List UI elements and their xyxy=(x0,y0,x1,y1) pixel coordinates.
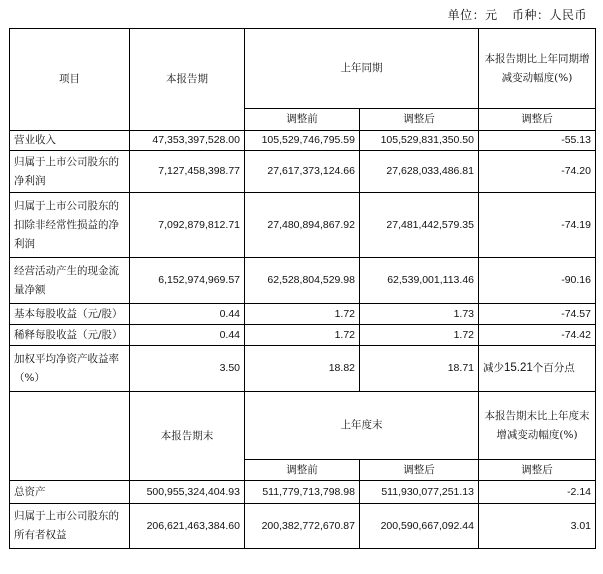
table-row xyxy=(10,504,596,549)
header-before-adjust: 调整前 xyxy=(245,109,360,131)
cell-before: 27,480,894,867.92 xyxy=(245,193,360,258)
row-label: 归属于上市公司股东的净利润 xyxy=(10,151,130,193)
cell-current: 7,127,458,398.77 xyxy=(130,151,245,193)
row-label: 总资产 xyxy=(10,481,130,504)
cell-change: -55.13 xyxy=(479,131,596,151)
header-after-adjust-2: 调整后 xyxy=(360,460,479,481)
cell-change: -74.57 xyxy=(479,304,596,325)
row-label: 基本每股收益（元/股） xyxy=(10,304,130,325)
header-item-blank xyxy=(10,392,130,481)
cell-after: 27,481,442,579.35 xyxy=(360,193,479,258)
cell-before: 200,382,772,670.87 xyxy=(245,504,360,549)
cell-after: 62,539,001,113.46 xyxy=(360,258,479,304)
cell-current: 0.44 xyxy=(130,325,245,346)
row-label: 归属于上市公司股东的所有者权益 xyxy=(10,504,130,549)
cell-after: 1.73 xyxy=(360,304,479,325)
cell-change: -74.42 xyxy=(479,325,596,346)
table-row xyxy=(10,481,596,504)
cell-after: 1.72 xyxy=(360,325,479,346)
cell-current: 500,955,324,404.93 xyxy=(130,481,245,504)
cell-current: 7,092,879,812.71 xyxy=(130,193,245,258)
table-row xyxy=(10,131,596,151)
cell-current: 206,621,463,384.60 xyxy=(130,504,245,549)
table-row xyxy=(10,193,596,258)
header-change-after-adjust-2: 调整后 xyxy=(479,460,596,481)
cell-after: 27,628,033,486.81 xyxy=(360,151,479,193)
cell-before: 27,617,373,124.66 xyxy=(245,151,360,193)
row-label: 稀释每股收益（元/股） xyxy=(10,325,130,346)
row-label: 加权平均净资产收益率（%） xyxy=(10,346,130,392)
header-row-3 xyxy=(10,392,596,460)
cell-current: 3.50 xyxy=(130,346,245,392)
cell-before: 62,528,804,529.98 xyxy=(245,258,360,304)
header-current-period: 本报告期 xyxy=(130,29,245,131)
change-suffix: 个百分点 xyxy=(532,362,575,374)
header-change-2: 本报告期末比上年度末增减变动幅度(%) xyxy=(479,392,596,460)
cell-current: 6,152,974,969.57 xyxy=(130,258,245,304)
row-label: 归属于上市公司股东的扣除非经常性损益的净利润 xyxy=(10,193,130,258)
table-row xyxy=(10,304,596,325)
header-after-adjust: 调整后 xyxy=(360,109,479,131)
financial-table xyxy=(9,28,596,549)
cell-change: 3.01 xyxy=(479,504,596,549)
header-item: 项目 xyxy=(10,29,130,131)
header-prior-year-end: 上年度末 xyxy=(245,392,479,460)
change-value: 15.21 xyxy=(504,362,533,374)
cell-after: 511,930,077,251.13 xyxy=(360,481,479,504)
header-change-after-adjust: 调整后 xyxy=(479,109,596,131)
unit-label: 单位：元 xyxy=(447,8,498,22)
currency-label: 币种：人民币 xyxy=(511,8,587,22)
cell-after: 105,529,831,350.50 xyxy=(360,131,479,151)
cell-current: 47,353,397,528.00 xyxy=(130,131,245,151)
change-prefix: 减少 xyxy=(483,362,504,374)
cell-before: 511,779,713,798.98 xyxy=(245,481,360,504)
table-row xyxy=(10,258,596,304)
cell-before: 1.72 xyxy=(245,325,360,346)
row-label: 经营活动产生的现金流量净额 xyxy=(10,258,130,304)
cell-after: 200,590,667,092.44 xyxy=(360,504,479,549)
table-row xyxy=(10,346,596,392)
cell-change xyxy=(479,346,596,392)
cell-change: -90.16 xyxy=(479,258,596,304)
table-row xyxy=(10,325,596,346)
unit-line xyxy=(438,6,587,23)
header-before-adjust-2: 调整前 xyxy=(245,460,360,481)
cell-current: 0.44 xyxy=(130,304,245,325)
row-label: 营业收入 xyxy=(10,131,130,151)
cell-change: -74.20 xyxy=(479,151,596,193)
cell-before: 1.72 xyxy=(245,304,360,325)
header-row-1 xyxy=(10,29,596,109)
table-row xyxy=(10,151,596,193)
header-prior-period: 上年同期 xyxy=(245,29,479,109)
cell-before: 105,529,746,795.59 xyxy=(245,131,360,151)
header-period-end: 本报告期末 xyxy=(130,392,245,481)
header-change: 本报告期比上年同期增减变动幅度(%) xyxy=(479,29,596,109)
cell-change: -74.19 xyxy=(479,193,596,258)
cell-before: 18.82 xyxy=(245,346,360,392)
cell-after: 18.71 xyxy=(360,346,479,392)
cell-change: -2.14 xyxy=(479,481,596,504)
